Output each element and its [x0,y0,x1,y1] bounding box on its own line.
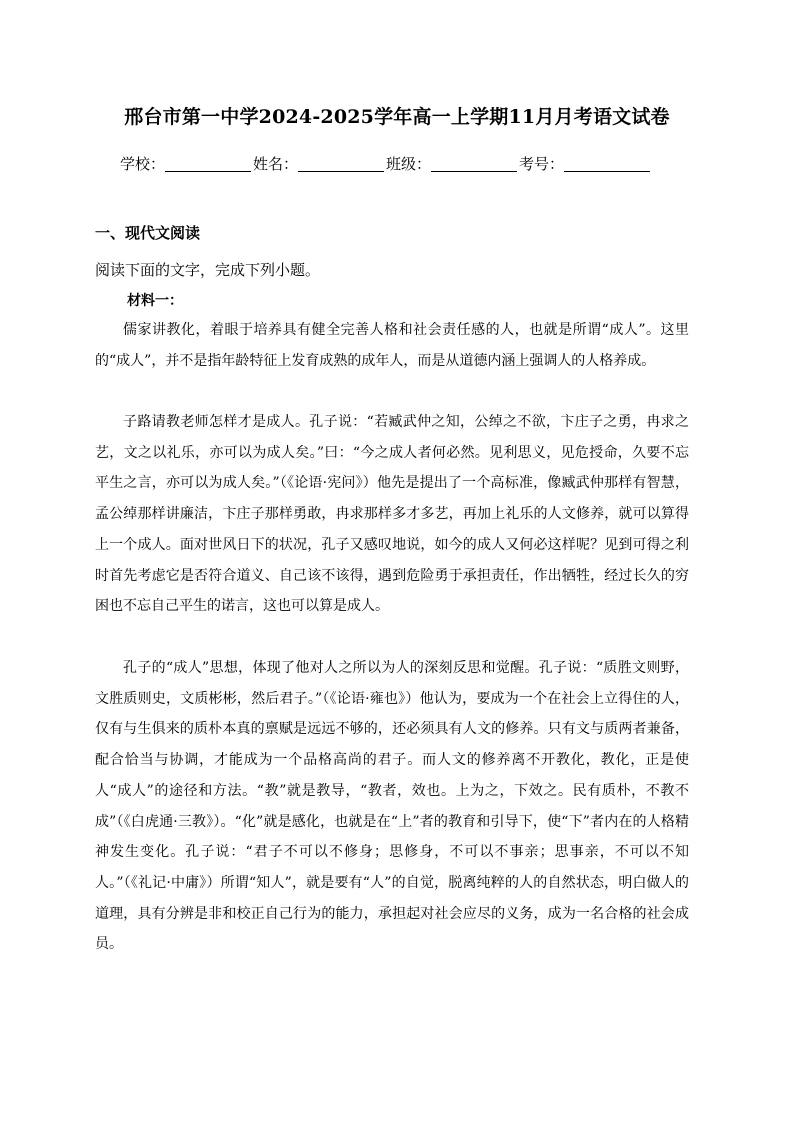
paragraph: 子路请教老师怎样才是成人。孔子说：“若臧武仲之知，公绰之不欲，卞庄子之勇，冉求之艺，文之以礼乐，亦可以为成人矣。”曰：“今之成人者何必然。见利思义，见危授命，久要不忘平生之言，亦可以为成人矣。”（《论语·宪问》）他先是提出了一个高标准，像臧武仲那样有智慧，孟公绰那样讲廉洁，卞庄子那样勇敢，冉求那样多才多艺，再加上礼乐的人文修养，就可以算得上一个成人。面对世风日下的状况，孔子又感叹地说，如今的成人又何必这样呢？见到可得之利时首先考虑它是否符合道义、自己该不该得，遇到危险勇于承担责任，作出牺牲，经过长久的穷困也不忘自己平生的诺言，这也可以算是成人。 [95,414,689,615]
exam-title: 邢台市第一中学2024-2025学年高一上学期11月月考语文试卷 [124,106,670,128]
exam-number-blank [564,157,650,172]
paragraph: 儒家讲教化，着眼于培养具有健全完善人格和社会责任感的人，也就是所谓“成人”。这里的“成人”，并不是指年龄特征上发育成熟的成年人，而是从道德内涵上强调人的人格养成。 [95,322,689,369]
name-label: 姓名： [253,155,299,173]
student-info-line [120,153,680,174]
section-heading: 一、现代文阅读 [95,224,201,242]
material-label: 材料一： [127,293,183,309]
class-blank [431,157,517,172]
school-blank [165,157,251,172]
name-blank [298,157,384,172]
paragraph: 孔子的“成人”思想，体现了他对人之所以为人的深刻反思和觉醒。孔子说：“质胜文则野，文胜质则史，文质彬彬，然后君子。”（《论语·雍也》）他认为，要成为一个在社会上立得住的人，仅有与生俱来的质朴本真的禀赋是远远不够的，还必须具有人文的修养。只有文与质两者兼备，配合恰当与协调，才能成为一个品格高尚的君子。而人文的修养离不开教化，教化，正是使人“成人”的途径和方法。“教”就是教导，“教者，效也。上为之，下效之。民有质朴，不教不成”（《白虎通·三教》）。“化”就是感化，也就是在“上”者的教育和引导下，使“下”者内在的人格精神发生变化。孔子说：“君子不可以不修身；思修身，不可以不事亲；思事亲，不可以不知人。”（《礼记·中庸》）所谓“知人”，就是要有“人”的自觉，脱离纯粹的人的自然状态，明白做人的道理，具有分辨是非和校正自己行为的能力，承担起对社会应尽的义务，成为一名合格的社会成员。 [95,660,689,953]
exam-number-label: 考号： [519,155,565,173]
school-label: 学校： [120,155,166,173]
reading-instruction: 阅读下面的文字，完成下列小题。 [95,261,321,279]
class-label: 班级： [386,155,432,173]
